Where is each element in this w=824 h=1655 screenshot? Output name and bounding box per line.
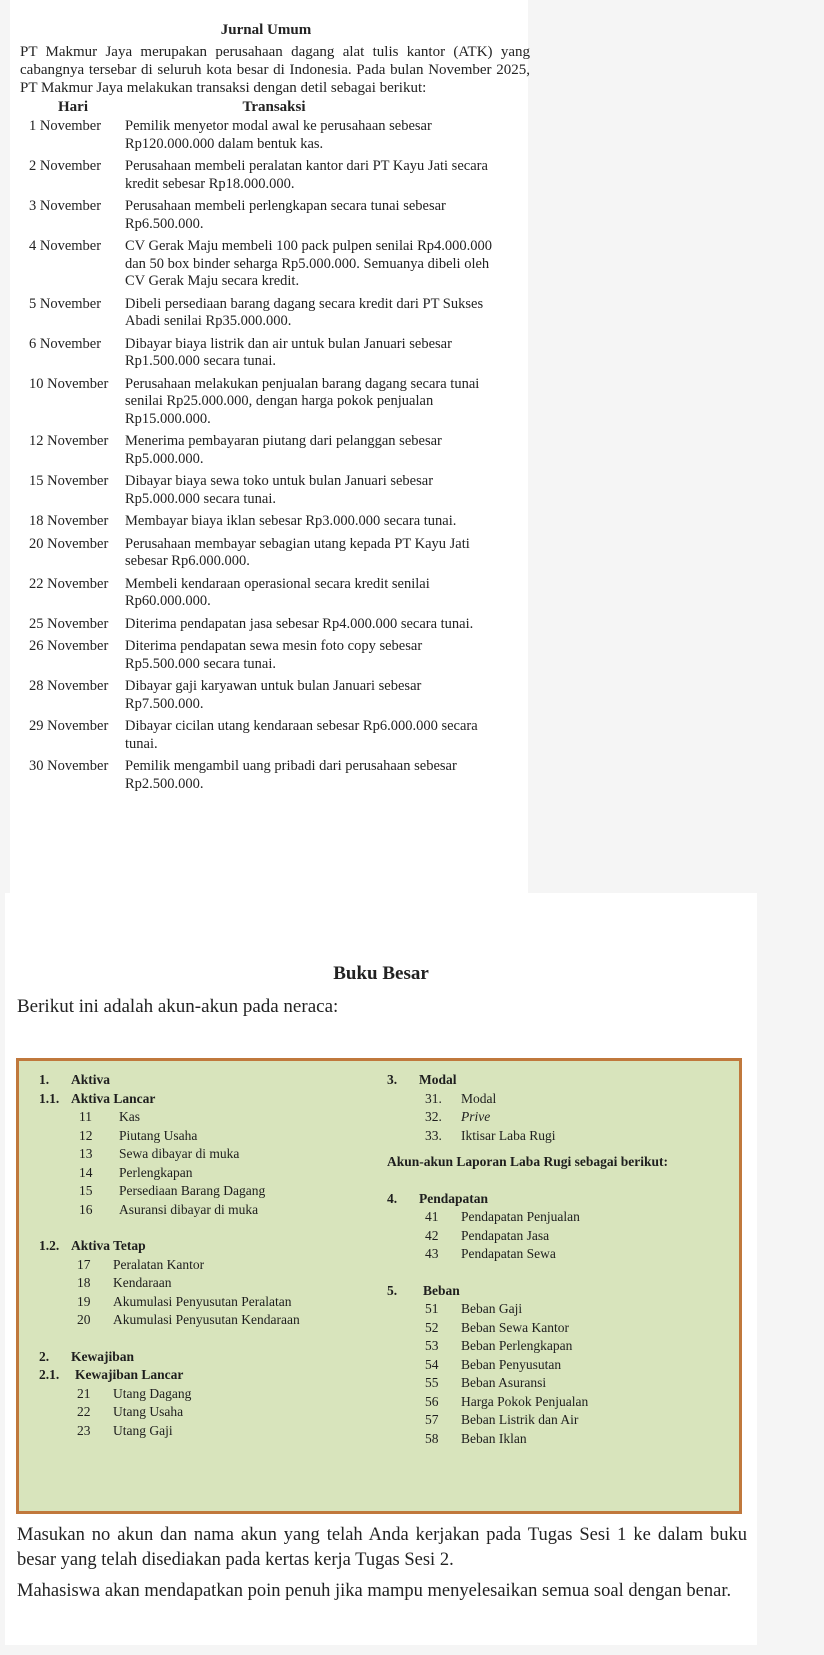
account-item xyxy=(39,1256,379,1275)
account-name: Pendapatan Penjualan xyxy=(461,1209,580,1224)
group-label: Beban xyxy=(423,1282,460,1298)
jurnal-umum-card xyxy=(10,0,528,893)
transaction-row xyxy=(20,473,528,508)
spacer xyxy=(387,1264,722,1282)
account-item xyxy=(39,1422,379,1441)
account-item xyxy=(39,1274,379,1293)
transaction-row xyxy=(20,718,528,753)
account-item xyxy=(387,1411,722,1430)
header-transaction: Transaksi xyxy=(242,99,306,115)
account-number: 51 xyxy=(425,1301,439,1316)
transaction-row xyxy=(20,376,528,429)
transaction-desc: Dibayar biaya sewa toko untuk bulan Januari sebesar Rp5.000.000 secara tunai. xyxy=(125,473,434,507)
transaction-row xyxy=(20,616,528,634)
account-item xyxy=(39,1164,379,1183)
group-kewajiban xyxy=(39,1348,379,1367)
account-name: Beban Gaji xyxy=(461,1301,523,1316)
account-name: Utang Dagang xyxy=(113,1385,192,1401)
account-name: Peralatan Kantor xyxy=(113,1256,205,1272)
transaction-row xyxy=(20,433,528,468)
accounts-left-column xyxy=(39,1071,379,1440)
account-name: Beban Sewa Kantor xyxy=(461,1319,569,1335)
account-item xyxy=(387,1374,722,1393)
account-item xyxy=(387,1245,722,1264)
subgroup-aktiva-lancar xyxy=(39,1090,379,1109)
transaction-row xyxy=(20,198,528,233)
subgroup-number: 1.1. xyxy=(39,1090,60,1106)
transaction-day: 4 November xyxy=(29,238,102,254)
header-day: Hari xyxy=(58,99,88,115)
transaction-desc: Dibayar gaji karyawan untuk bulan Januari sebesar Rp7.500.000. xyxy=(125,678,422,712)
account-name: Pendapatan Jasa xyxy=(461,1227,550,1243)
account-number: 55 xyxy=(425,1375,439,1390)
spacer xyxy=(39,1219,379,1237)
transaction-desc: Perusahaan membeli perlengkapan secara tunai sebesar Rp6.500.000. xyxy=(125,198,446,232)
account-name: Utang Usaha xyxy=(113,1404,184,1419)
account-number: 23 xyxy=(77,1422,91,1438)
account-name: Utang Gaji xyxy=(113,1422,173,1438)
group-modal xyxy=(387,1071,722,1090)
account-name: Harga Pokok Penjualan xyxy=(461,1393,589,1409)
transaction-desc: Pemilik menyetor modal awal ke perusahaan sebesar Rp120.000.000 dalam bentuk kas. xyxy=(125,118,432,152)
group-number: 2. xyxy=(39,1348,50,1364)
transaction-row xyxy=(20,536,528,571)
group-label: Pendapatan xyxy=(419,1190,489,1206)
transaction-day: 15 November xyxy=(29,473,109,489)
account-name: Beban Asuransi xyxy=(461,1375,547,1390)
transaction-desc: Dibayar cicilan utang kendaraan sebesar Rp6.000.000 secara tunai. xyxy=(125,718,478,752)
account-item xyxy=(387,1319,722,1338)
transaction-day: 28 November xyxy=(29,678,109,694)
account-item xyxy=(387,1393,722,1412)
transaction-desc: Dibeli persediaan barang dagang secara kredit dari PT Sukses Abadi senilai Rp35.000.000. xyxy=(125,295,484,329)
transaction-day: 25 November xyxy=(29,615,109,632)
instructions xyxy=(17,1523,747,1610)
account-item xyxy=(39,1201,379,1220)
account-number: 53 xyxy=(425,1338,439,1353)
transaction-day: 18 November xyxy=(29,513,109,529)
subgroup-label: Aktiva Tetap xyxy=(71,1238,146,1253)
account-name: Beban Listrik dan Air xyxy=(461,1412,579,1427)
transaction-day: 1 November xyxy=(29,118,102,134)
account-item xyxy=(39,1127,379,1146)
subgroup-label: Aktiva Lancar xyxy=(71,1090,156,1106)
account-item xyxy=(39,1385,379,1404)
group-aktiva xyxy=(39,1071,379,1090)
transaction-day: 6 November xyxy=(29,335,102,352)
account-number: 58 xyxy=(425,1430,439,1446)
account-number: 16 xyxy=(79,1201,93,1217)
group-beban xyxy=(387,1282,722,1301)
chart-of-accounts-box xyxy=(16,1058,742,1514)
account-name: Piutang Usaha xyxy=(119,1127,198,1143)
transaction-row xyxy=(20,638,528,673)
account-number: 17 xyxy=(77,1256,91,1272)
transaction-day: 26 November xyxy=(29,638,109,654)
transaction-desc: Perusahaan membayar sebagian utang kepada PT Kayu Jati sebesar Rp6.000.000. xyxy=(125,535,470,569)
account-number: 13 xyxy=(79,1146,93,1161)
account-number: 57 xyxy=(425,1412,439,1427)
account-name: Kas xyxy=(119,1109,140,1124)
transaction-desc: CV Gerak Maju membeli 100 pack pulpen senilai Rp4.000.000 dan 50 box binder seharga Rp5.000.000. Semuanya dibeli oleh CV Gerak Maju secara kredit. xyxy=(125,238,493,289)
transaction-day: 3 November xyxy=(29,198,102,214)
account-name: Kendaraan xyxy=(113,1275,172,1290)
account-name: Modal xyxy=(461,1090,497,1106)
transaction-desc: Membayar biaya iklan sebesar Rp3.000.000 secara tunai. xyxy=(125,513,457,529)
transaction-desc: Diterima pendapatan jasa sebesar Rp4.000.000 secara tunai. xyxy=(125,615,474,632)
group-pendapatan xyxy=(387,1190,722,1209)
account-item xyxy=(39,1311,379,1330)
account-name: Pendapatan Sewa xyxy=(461,1246,556,1261)
account-item xyxy=(39,1403,379,1422)
account-name: Akumulasi Penyusutan Peralatan xyxy=(113,1293,292,1309)
transaction-day: 30 November xyxy=(29,758,109,774)
jurnal-intro: PT Makmur Jaya merupakan perusahaan dagang alat tulis kantor (ATK) yang cabangnya tersebar di seluruh kota besar di Indonesia. Pada bulan November 2025, PT Makmur Jaya melakukan transaksi dengan detil sebagai berikut: xyxy=(20,44,530,96)
account-item xyxy=(387,1300,722,1319)
account-item xyxy=(387,1127,722,1146)
transaction-day: 20 November xyxy=(29,535,109,552)
subgroup-aktiva-tetap xyxy=(39,1237,379,1256)
account-number: 19 xyxy=(77,1293,91,1309)
group-label: Kewajiban xyxy=(71,1348,135,1364)
spacer xyxy=(39,1330,379,1348)
transaction-day: 22 November xyxy=(29,575,109,592)
group-number: 5. xyxy=(387,1282,398,1298)
account-name: Beban Perlengkapan xyxy=(461,1338,573,1353)
group-number: 3. xyxy=(387,1072,398,1087)
account-number: 52 xyxy=(425,1319,439,1335)
transaction-row xyxy=(20,158,528,193)
account-item xyxy=(387,1108,722,1127)
instruction-paragraph: Masukan no akun dan nama akun yang telah Anda kerjakan pada Tugas Sesi 1 ke dalam buku besar yang telah disediakan pada kertas kerja Tugas Sesi 2. xyxy=(17,1525,747,1570)
transaction-row xyxy=(20,513,528,531)
account-item xyxy=(387,1337,722,1356)
buku-besar-subtitle: Berikut ini adalah akun-akun pada neraca: xyxy=(17,996,339,1017)
transaction-row xyxy=(20,296,528,331)
account-number: 14 xyxy=(79,1164,93,1180)
account-item xyxy=(39,1293,379,1312)
group-number: 1. xyxy=(39,1072,50,1087)
jurnal-title: Jurnal Umum xyxy=(220,22,312,38)
account-item xyxy=(387,1430,722,1449)
group-number: 4. xyxy=(387,1190,398,1206)
transaction-row xyxy=(20,576,528,611)
account-item xyxy=(39,1182,379,1201)
instruction-paragraph: Mahasiswa akan mendapatkan poin penuh jika mampu menyelesaikan semua soal dengan benar. xyxy=(17,1581,732,1601)
spacer xyxy=(387,1172,722,1190)
account-number: 22 xyxy=(77,1404,91,1419)
account-number: 42 xyxy=(425,1227,439,1243)
transaction-day: 12 November xyxy=(29,433,109,449)
account-number: 12 xyxy=(79,1127,93,1143)
subgroup-number: 1.2. xyxy=(39,1238,60,1253)
subgroup-number: 2.1. xyxy=(39,1367,60,1382)
group-label: Aktiva xyxy=(71,1072,111,1087)
account-item xyxy=(387,1356,722,1375)
account-name: Persediaan Barang Dagang xyxy=(119,1183,266,1198)
account-name: Perlengkapan xyxy=(119,1164,193,1180)
account-name: Iktisar Laba Rugi xyxy=(461,1127,556,1143)
account-number: 33. xyxy=(425,1127,442,1143)
account-item xyxy=(39,1145,379,1164)
account-name: Akumulasi Penyusutan Kendaraan xyxy=(113,1312,300,1327)
subgroup-label: Kewajiban Lancar xyxy=(75,1367,184,1382)
account-name: Beban Penyusutan xyxy=(461,1356,562,1372)
account-number: 56 xyxy=(425,1393,439,1409)
transaction-desc: Perusahaan membeli peralatan kantor dari PT Kayu Jati secara kredit sebesar Rp18.000.000. xyxy=(125,158,488,192)
account-number: 54 xyxy=(425,1356,439,1372)
transaction-day: 10 November xyxy=(29,375,109,392)
transaction-desc: Diterima pendapatan sewa mesin foto copy sebesar Rp5.500.000 secara tunai. xyxy=(125,638,423,672)
account-number: 18 xyxy=(77,1275,91,1290)
transaction-desc: Dibayar biaya listrik dan air untuk bulan Januari sebesar Rp1.500.000 secara tunai. xyxy=(125,335,452,369)
account-number: 32. xyxy=(425,1109,442,1124)
account-number: 43 xyxy=(425,1246,439,1261)
transaction-row xyxy=(20,336,528,371)
account-name: Prive xyxy=(461,1109,491,1124)
accounts-right-column xyxy=(387,1071,722,1448)
subgroup-kewajiban-lancar xyxy=(39,1366,379,1385)
transaction-table-header xyxy=(20,99,528,118)
account-number: 11 xyxy=(79,1109,92,1124)
transaction-desc: Menerima pembayaran piutang dari pelanggan sebesar Rp5.000.000. xyxy=(125,433,442,467)
account-item xyxy=(39,1108,379,1127)
account-name: Sewa dibayar di muka xyxy=(119,1146,240,1161)
account-name: Asuransi dibayar di muka xyxy=(119,1201,259,1217)
transaction-row xyxy=(20,758,528,793)
account-name: Beban Iklan xyxy=(461,1430,527,1446)
transaction-day: 2 November xyxy=(29,158,102,174)
transaction-desc: Membeli kendaraan operasional secara kredit senilai Rp60.000.000. xyxy=(125,575,430,609)
transaction-list xyxy=(20,118,528,793)
account-item xyxy=(387,1208,722,1227)
account-number: 21 xyxy=(77,1385,91,1401)
account-number: 41 xyxy=(425,1209,439,1224)
transaction-row xyxy=(20,118,528,153)
transaction-desc: Perusahaan melakukan penjualan barang dagang secara tunai senilai Rp25.000.000, dengan harga pokok penjualan Rp15.000.000. xyxy=(125,375,480,427)
transaction-day: 5 November xyxy=(29,295,102,312)
transaction-desc: Pemilik mengambil uang pribadi dari perusahaan sebesar Rp2.500.000. xyxy=(125,758,457,792)
group-label: Modal xyxy=(419,1072,457,1087)
account-item xyxy=(387,1227,722,1246)
transaction-row xyxy=(20,678,528,713)
account-number: 15 xyxy=(79,1183,93,1198)
transaction-row xyxy=(20,238,528,291)
account-number: 31. xyxy=(425,1090,442,1106)
account-item xyxy=(387,1090,722,1109)
transaction-day: 29 November xyxy=(29,718,109,734)
account-number: 20 xyxy=(77,1312,91,1327)
buku-besar-title: Buku Besar xyxy=(333,963,429,984)
buku-besar-card xyxy=(5,893,757,1645)
laba-rugi-note: Akun-akun Laporan Laba Rugi sebagai berikut: xyxy=(387,1154,668,1169)
